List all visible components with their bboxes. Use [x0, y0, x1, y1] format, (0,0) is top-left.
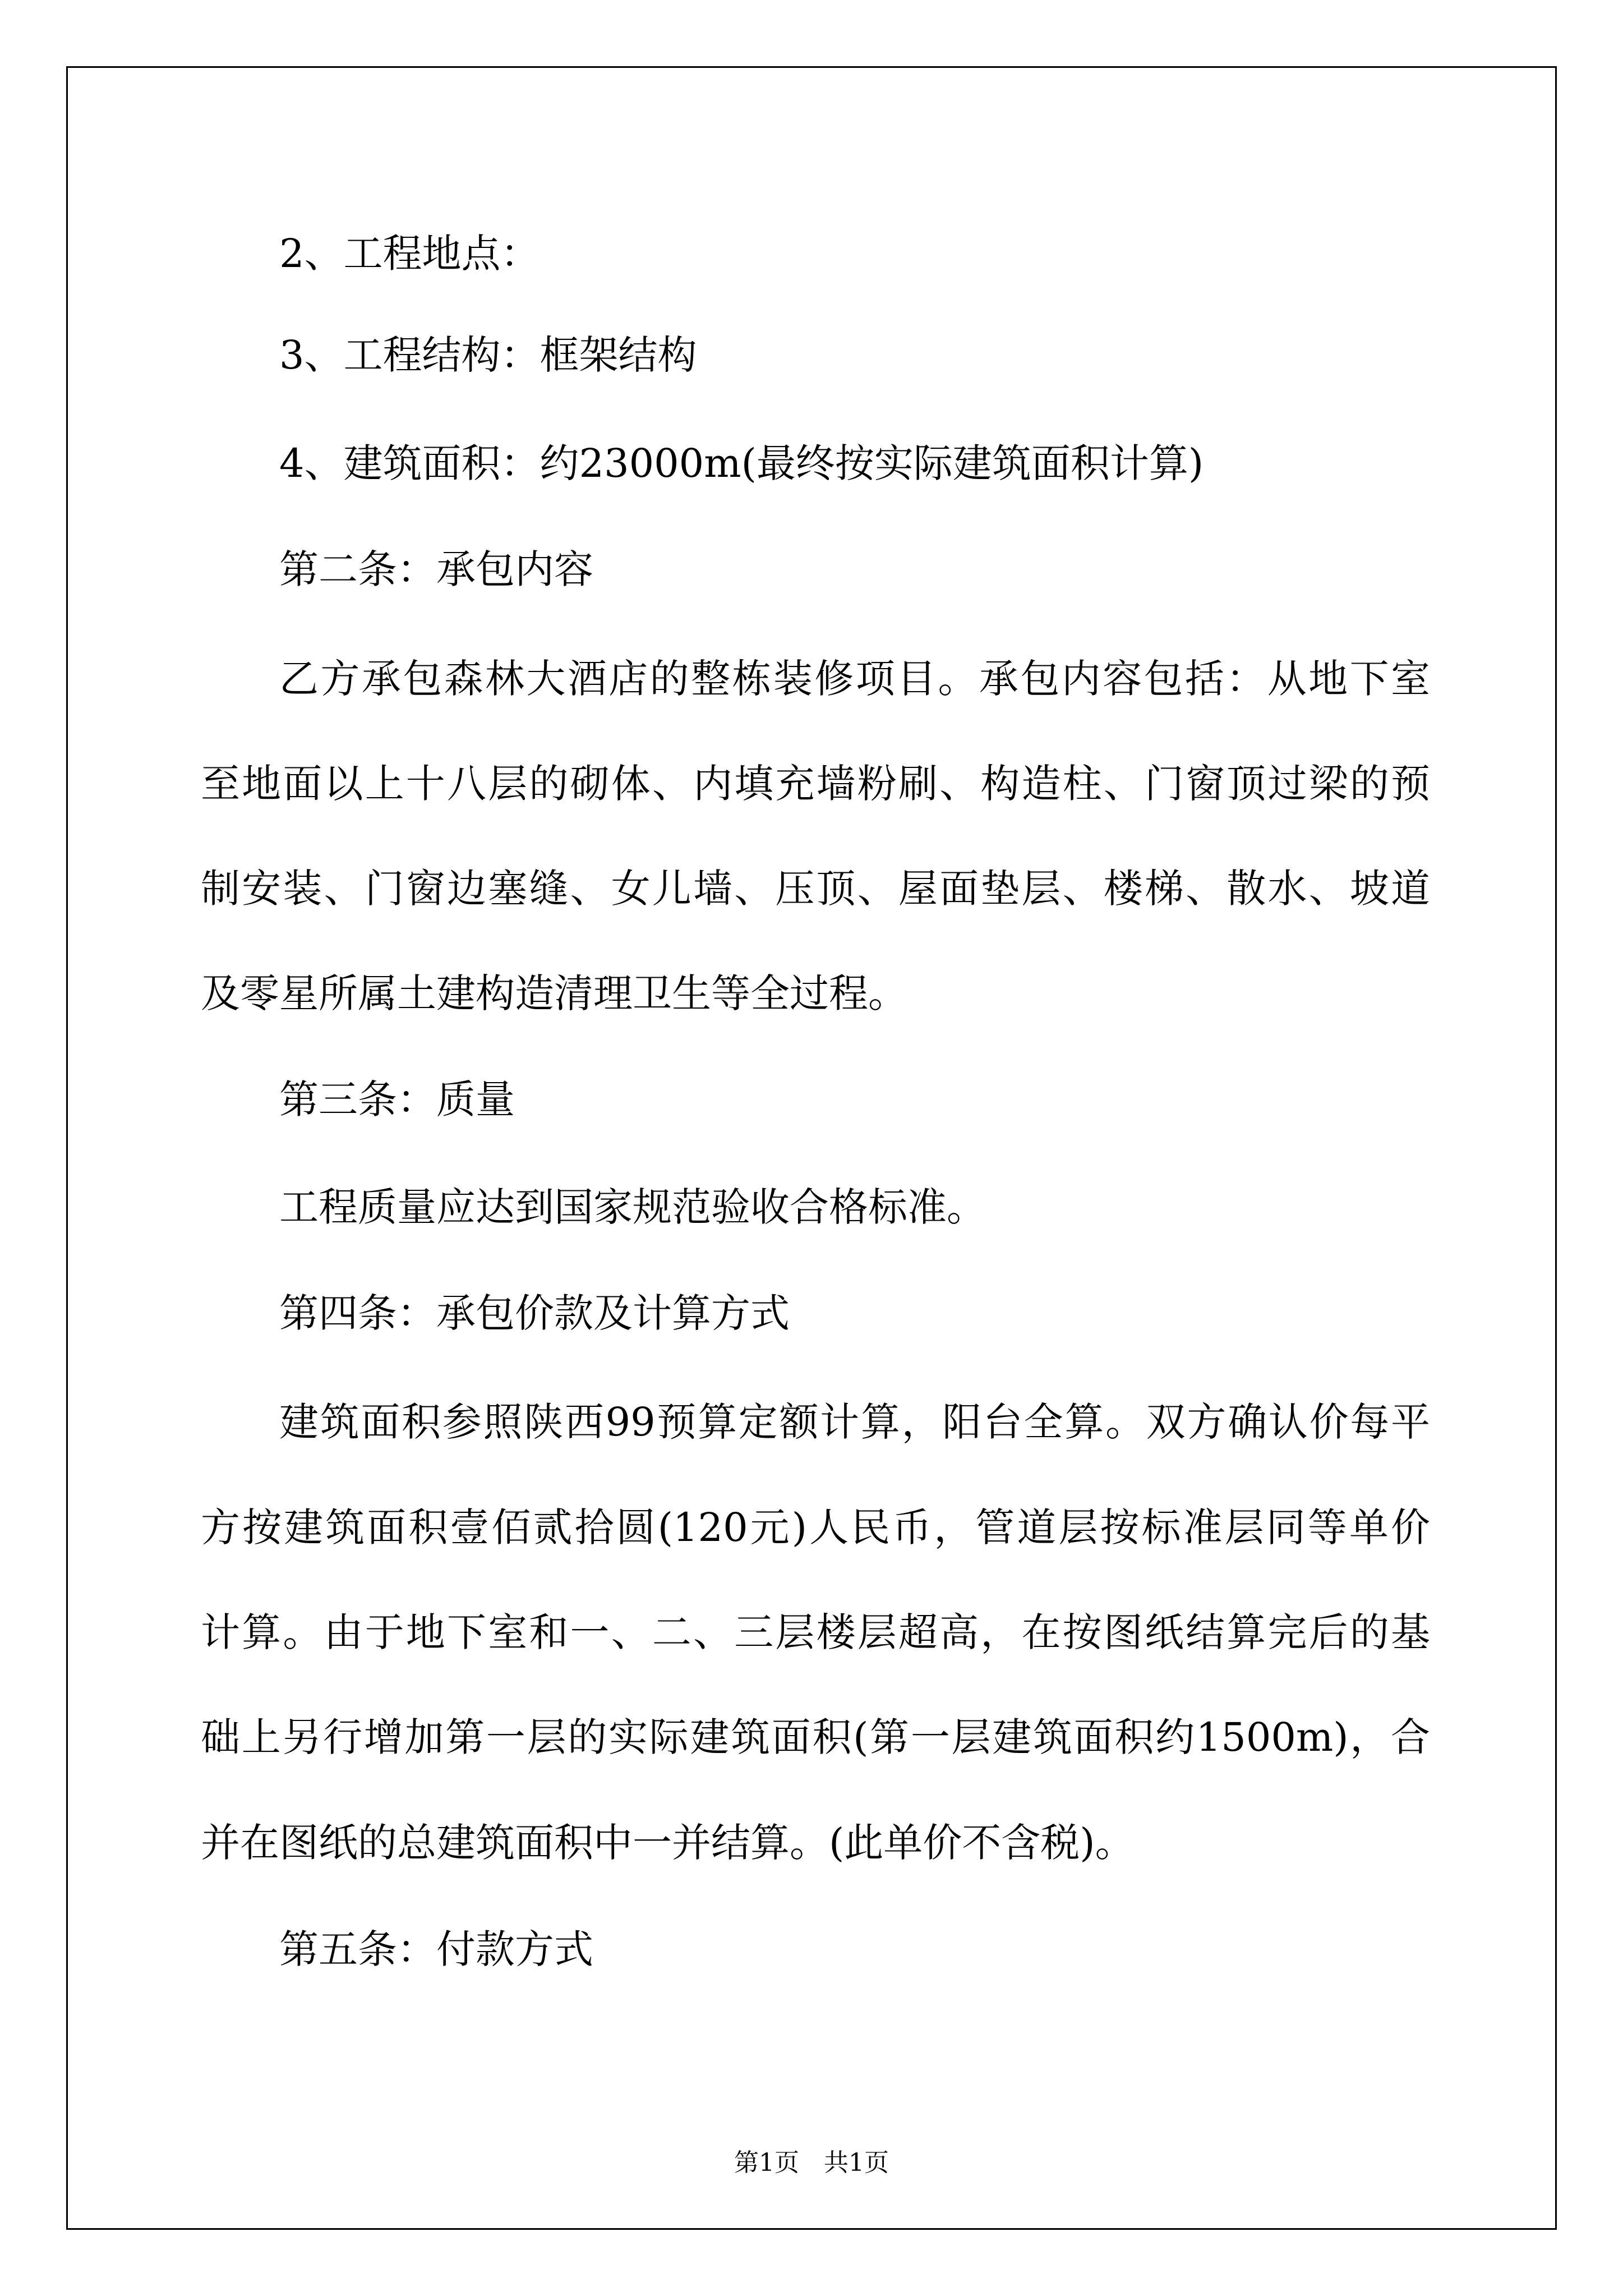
paragraph-line: 计算。由于地下室和一、二、三层楼层超高，在按图纸结算完后的基 — [201, 1609, 1430, 1655]
clause-item-location: 2、工程地点： — [279, 231, 540, 277]
paragraph-line: 并在图纸的总建筑面积中一并结算。(此单价不含税)。 — [201, 1820, 1135, 1866]
paragraph-line: 至地面以上十八层的砌体、内填充墙粉刷、构造柱、门窗顶过梁的预 — [201, 761, 1430, 807]
clause-item-area: 4、建筑面积：约23000m(最终按实际建筑面积计算) — [279, 440, 1204, 486]
section-heading-4: 第四条：承包价款及计算方式 — [279, 1290, 790, 1336]
paragraph-line: 乙方承包森林大酒店的整栋装修项目。承包内容包括：从地下室 — [279, 656, 1430, 702]
paragraph-line: 建筑面积参照陕西99预算定额计算，阳台全算。双方确认价每平 — [279, 1399, 1430, 1445]
section-heading-3: 第三条：质量 — [279, 1076, 515, 1122]
paragraph-line: 制安装、门窗边塞缝、女儿墙、压顶、屋面垫层、楼梯、散水、坡道 — [201, 866, 1430, 912]
paragraph-line: 方按建筑面积壹佰贰拾圆(120元)人民币，管道层按标准层同等单价 — [201, 1504, 1430, 1550]
paragraph-line: 工程质量应达到国家规范验收合格标准。 — [279, 1184, 986, 1230]
section-heading-2: 第二条：承包内容 — [279, 546, 593, 592]
clause-item-structure: 3、工程结构：框架结构 — [279, 332, 697, 378]
page-border — [66, 66, 1557, 2230]
page-number: 第1页 共1页 — [734, 2148, 889, 2177]
paragraph-line: 及零星所属土建构造清理卫生等全过程。 — [201, 970, 907, 1016]
paragraph-line: 础上另行增加第一层的实际建筑面积(第一层建筑面积约1500m)，合 — [201, 1714, 1430, 1760]
section-heading-5: 第五条：付款方式 — [279, 1926, 593, 1972]
